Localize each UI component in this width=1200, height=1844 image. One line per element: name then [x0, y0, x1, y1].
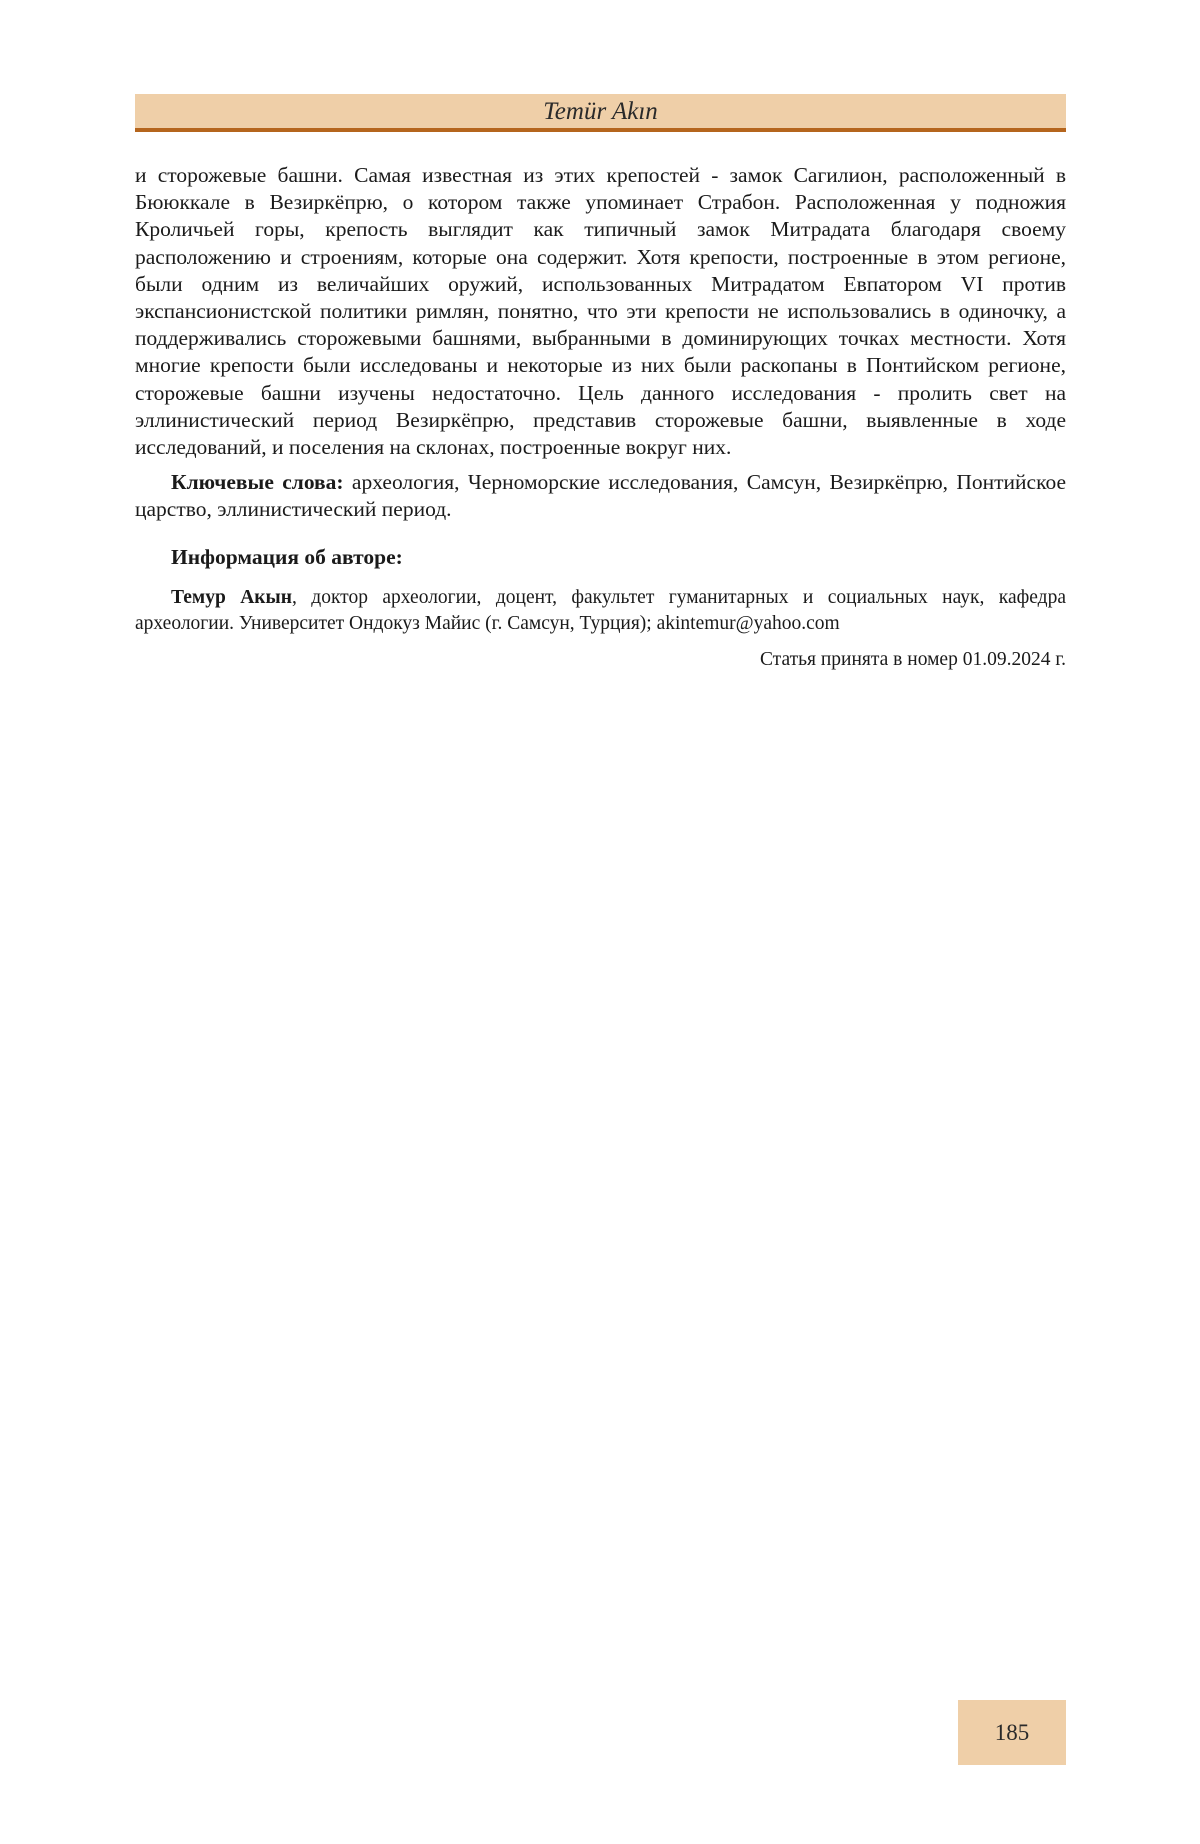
page-number-box	[958, 1700, 1066, 1765]
keywords-label: Ключевые слова:	[171, 470, 344, 495]
body-paragraph: и сторожевые башни. Самая известная из этих крепостей - замок Сагилион, расположенный в Бююккале в Везиркёпрю, о котором также упоминает Страбон. Расположенная у подножия Кроличьей горы, крепость выглядит как типичный замок Митрадата благодаря своему расположению и строениям, которые она содержит. Хотя крепости, построенные в этом регионе, были одним из величайших оружий, использованных Митрадатом Евпатором VI против экспансионистской политики римлян, понятно, что эти крепости не использовались в одиночку, а поддерживались сторожевыми башнями, выбранными в доминирующих точках местности. Хотя многие крепости были исследованы и некоторые из них были раскопаны в Понтийском регионе, сторожевые башни изучены недостаточно. Цель данного исследования - пролить свет на эллинистический период Везиркёпрю, представив сторожевые башни, выявленные в ходе исследований, и поселения на склонах, построенные вокруг них.	[135, 163, 1066, 460]
running-header-author: Temür Akın	[543, 98, 658, 125]
keywords	[135, 469, 1066, 523]
acceptance-date: Статья принята в номер 01.09.2024 г.	[759, 648, 1066, 670]
author-name: Темур Акын	[171, 586, 292, 608]
author-bio-text: , доктор археологии, доцент, факультет гуманитарных и социальных наук, кафедра археологии. Университет Ондокуз Майис (г. Самсун, Турция); akintemur@yahoo.com	[135, 586, 1066, 634]
running-header	[135, 94, 1066, 132]
page-number: 185	[994, 1720, 1030, 1745]
author-bio	[135, 585, 1066, 637]
keywords-text: археология, Черноморские исследования, Самсун, Везиркёпрю, Понтийское царство, эллинистический период.	[135, 470, 1067, 522]
author-info-heading: Информация об авторе:	[171, 544, 403, 569]
article-content	[135, 162, 1066, 673]
